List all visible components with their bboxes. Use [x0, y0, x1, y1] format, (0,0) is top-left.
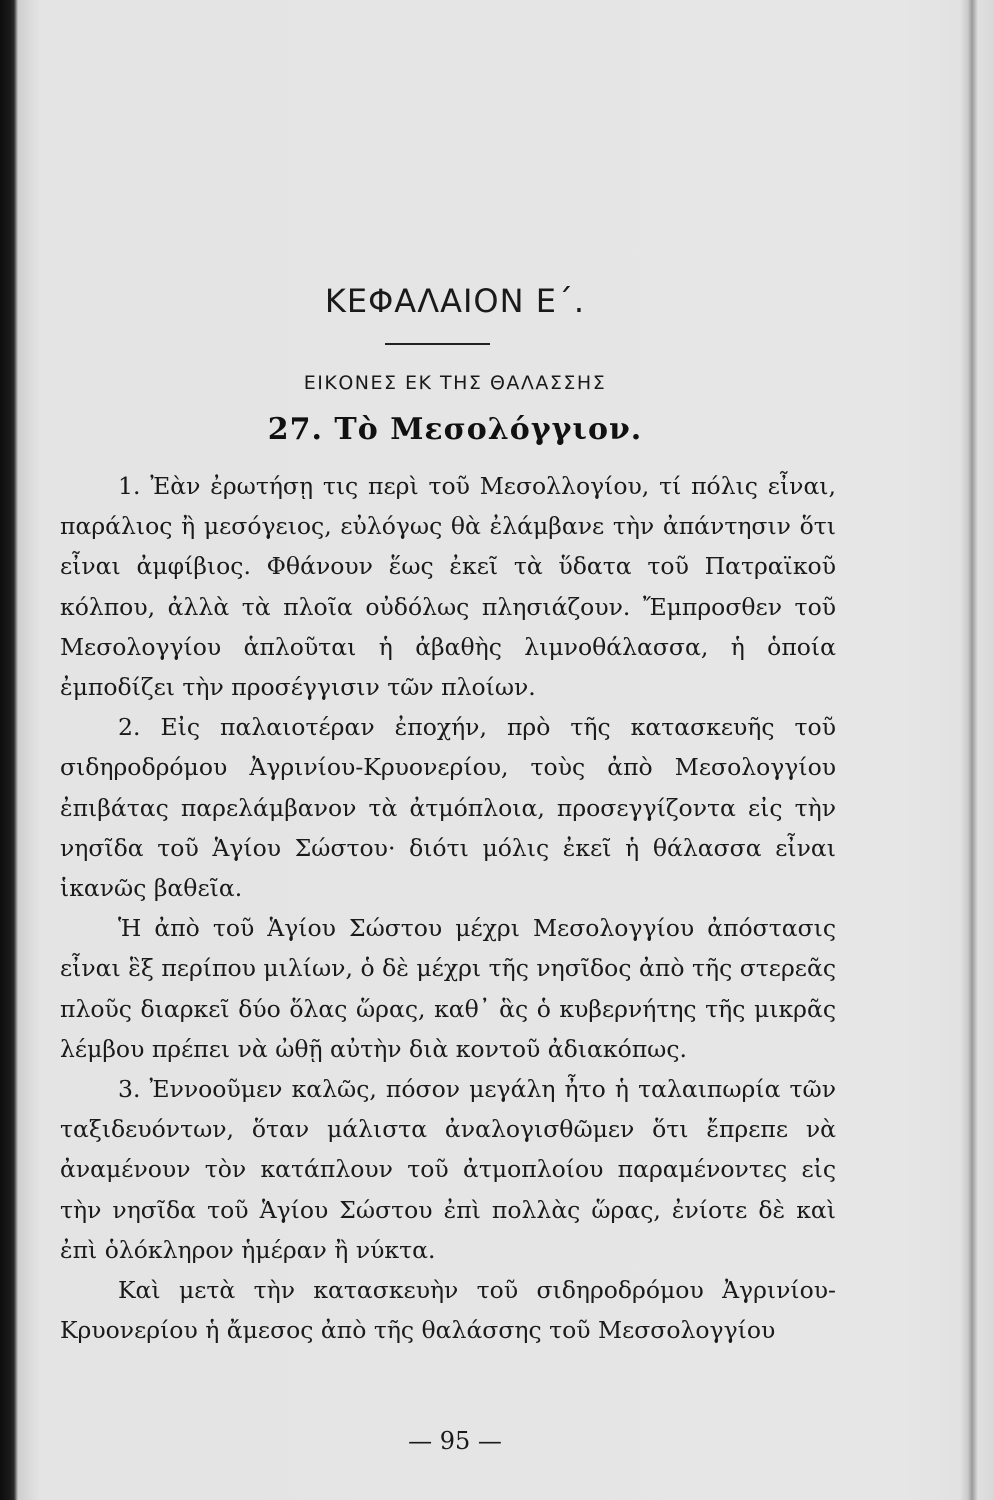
book-page — [60, 0, 850, 1500]
paragraph-3: Ἡ ἀπὸ τοῦ Ἁγίου Σώστου μέχρι Μεσολογγίου ἀπόστασις εἶναι ἓξ περίπου μιλίων, ὁ δὲ μέχρι τῆς νησῖδος ἀπὸ τῆς στερεᾶς πλοῦς διαρκεῖ δύο ὅλας ὥρας, καθ᾽ ἃς ὁ κυβερνήτης τῆς μικρᾶς λέμβου πρέπει νὰ ὠθῇ αὐτὴν διὰ κοντοῦ ἀδιακόπως. — [60, 914, 836, 1063]
paragraph-5: Καὶ μετὰ τὴν κατασκευὴν τοῦ σιδηροδρόμου Ἀγρινίου-Κρυονερίου ἡ ἄμεσος ἀπὸ τῆς θαλάσσης τοῦ Μεσσολογγίου — [60, 1276, 836, 1345]
page-number: — 95 — — [408, 1427, 502, 1455]
body-text — [60, 466, 836, 1350]
heading-divider — [385, 343, 490, 345]
chapter-heading: ΚΕΦΑΛΑΙΟΝ Ε΄. — [324, 282, 586, 320]
paragraph-4: 3. Ἐννοοῦμεν καλῶς, πόσον μεγάλη ἦτο ἡ ταλαιπωρία τῶν ταξιδευόντων, ὅταν μάλιστα ἀναλογισθῶμεν ὅτι ἔπρεπε νὰ ἀναμένουν τὸν κατάπλουν τοῦ ἀτμοπλοίου παραμένοντες εἰς τὴν νησῖδα τοῦ Ἁγίου Σώστου ἐπὶ πολλὰς ὥρας, ἐνίοτε δὲ καὶ ἐπὶ ὁλόκληρον ἡμέραν ἢ νύκτα. — [60, 1075, 836, 1264]
section-heading: ΕΙΚΟΝΕΣ ΕΚ ΤΗΣ ΘΑΛΑΣΣΗΣ — [303, 372, 607, 394]
paragraph-2: 2. Εἰς παλαιοτέραν ἐποχήν, πρὸ τῆς κατασκευῆς τοῦ σιδηροδρόμου Ἀγρινίου-Κρυονερίου, τοὺς ἀπὸ Μεσολογγίου ἐπιβάτας παρελάμβανον τὰ ἀτμόπλοια, προσεγγίζοντα εἰς τὴν νησῖδα τοῦ Ἁγίου Σώστου· διότι μόλις ἐκεῖ ἡ θάλασσα εἶναι ἱκανῶς βαθεῖα. — [60, 713, 836, 903]
paragraph-1: 1. Ἐὰν ἐρωτήσῃ τις περὶ τοῦ Μεσολλογίου, τί πόλις εἶναι, παράλιος ἢ μεσόγειος, εὐλόγως θὰ ἐλάμβανε τὴν ἀπάντησιν ὅτι εἶναι ἀμφίβιος. Φθάνουν ἕως ἐκεῖ τὰ ὕδατα τοῦ Πατραϊκοῦ κόλπου, ἀλλὰ τὰ πλοῖα οὐδόλως πλησιάζουν. Ἔμπροσθεν τοῦ Μεσολογγίου ἁπλοῦται ἡ ἀβαθὴς λιμνοθάλασσα, ἡ ὁποία ἐμποδίζει τὴν προσέγγισιν τῶν πλοίων. — [60, 472, 836, 702]
article-title: 27. Τὸ Μεσολόγγιον. — [267, 412, 643, 447]
